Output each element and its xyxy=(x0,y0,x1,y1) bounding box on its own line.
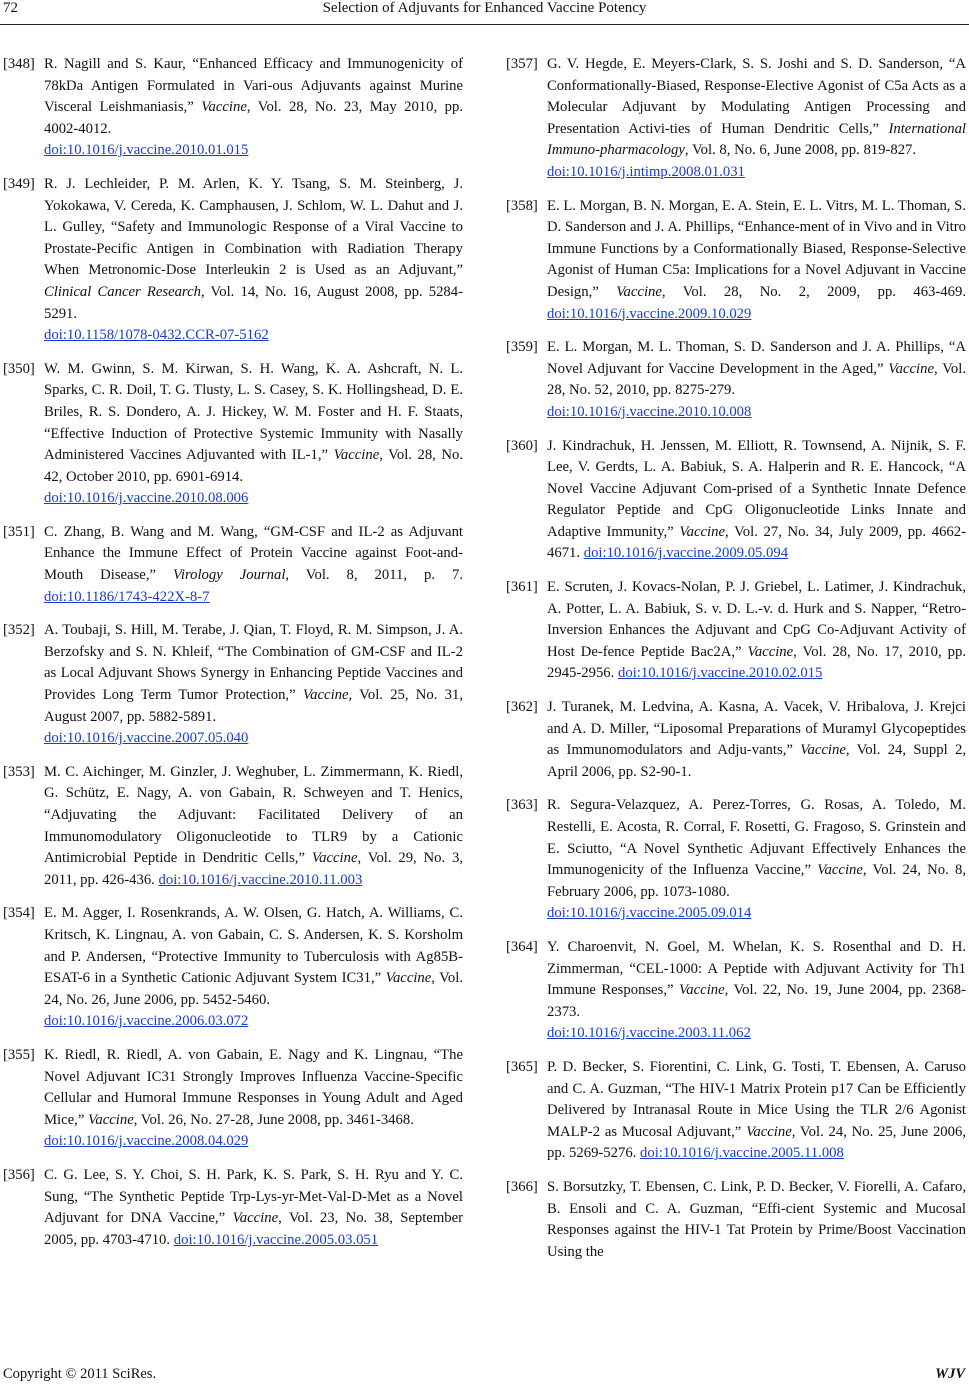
reference-details: , Vol. 8, No. 6, June 2008, pp. 819-827. xyxy=(684,142,917,159)
reference-authors-title: S. Borsutzky, T. Ebensen, C. Link, P. D. Becker, V. Fiorelli, A. Cafaro, B. Ensoli and C. A. Guzman, “Effi-cient Systemic and Mucosal Responses against the HIV-1 Tat Protein by Prime/Boost Vaccination Using the xyxy=(547,1178,966,1260)
reference-number: [354] xyxy=(3,905,35,922)
reference-authors-title: K. Riedl, R. Riedl, A. von Gabain, E. Nagy and K. Lingnau, “The Novel Adjuvant IC31 Strongly Improves Influenza Vaccine-Specific Cellular and Humoral Immune Responses in Young Adult and Aged Mice,” xyxy=(44,1046,463,1128)
reference-authors-title: G. V. Hegde, E. Meyers-Clark, S. S. Joshi and S. D. Sanderson, “A Conformationally-Biased, Response-Elective Agonist of C5a Acts as a Molecular Adjuvant by Modulating Antigen Processing and Presentation Activi-ties of Human Dendritic Cells,” xyxy=(547,56,966,137)
journal-name: Vaccine xyxy=(311,850,358,867)
journal-name: Vaccine xyxy=(678,982,725,999)
reference-text xyxy=(44,1045,463,1153)
reference-authors-title: P. D. Becker, S. Fiorentini, C. Link, G. Tosti, T. Ebensen, A. Caruso and C. A. Guzman, “The HIV-1 Matrix Protein p17 Can be Efficiently Delivered by Intranasal Route in Mice Using the TLR 2/6 Agonist MALP-2 as Mucosal Adjuvant,” xyxy=(547,1058,966,1140)
journal-name: Vaccine xyxy=(385,970,432,987)
reference-authors-title: E. L. Morgan, B. N. Morgan, E. A. Stein, E. L. Vitrs, M. L. Thoman, S. D. Sanderson and J. A. Phillips, “Enhance-ment of in Vivo and in Vitro Immune Functions by a Conformationally Biased, Response-Selective Agonist of Human C5a: Implications for a Novel Adjuvant in Vaccine Design,” xyxy=(547,197,966,300)
journal-name: Vaccine xyxy=(302,687,349,704)
reference-number: [353] xyxy=(3,763,35,780)
reference-entry xyxy=(506,196,966,326)
reference-entry xyxy=(506,436,966,566)
reference-details: , Vol. 28, No. 17, 2010, pp. 2945-2956. xyxy=(547,643,966,682)
reference-text xyxy=(547,697,966,783)
reference-entry xyxy=(506,577,966,685)
reference-text xyxy=(44,359,463,510)
reference-entry xyxy=(3,1045,463,1153)
reference-text xyxy=(44,522,463,608)
doi-link[interactable]: doi:10.1016/j.vaccine.2007.05.040 xyxy=(44,730,249,747)
reference-authors-title: R. J. Lechleider, P. M. Arlen, K. Y. Tsang, S. M. Steinberg, J. Yokokawa, V. Cereda, K. Camphausen, J. Schlom, W. L. Dahut and J. L. Gulley, “Safety and Immunologic Response of a Viral Vaccine to Prostate-Pecific Antigen in Combination with Radiation Therapy When Metronomic-Dose Interleukin 2 is Used as an Adjuvant,” xyxy=(44,175,463,279)
reference-number: [360] xyxy=(506,437,538,454)
reference-text xyxy=(44,174,463,347)
journal-name: International Immuno-pharmacology xyxy=(547,120,966,159)
reference-number: [361] xyxy=(506,579,538,596)
reference-authors-title: R. Nagill and S. Kaur, “Enhanced Efficacy and Immunogenicity of 78kDa Antigen Formulated in Vari-ous Adjuvants against Murine Visceral Leishmaniasis,” xyxy=(44,56,463,116)
reference-text xyxy=(44,762,463,892)
reference-details: , Vol. 24, No. 8, February 2006, pp. 1073-1080. xyxy=(547,862,966,900)
footer-copyright: Copyright © 2011 SciRes. xyxy=(3,1366,157,1382)
reference-number: [358] xyxy=(506,197,538,214)
reference-entry xyxy=(3,762,463,892)
reference-entry xyxy=(506,697,966,783)
doi-link[interactable]: doi:10.1016/j.vaccine.2010.10.008 xyxy=(547,403,752,420)
reference-authors-title: C. Zhang, B. Wang and M. Wang, “GM-CSF and IL-2 as Adjuvant Enhance the Immune Effect of Protein Vaccine against Foot-and-Mouth Disease,” xyxy=(44,523,463,584)
reference-details: , Vol. 23, No. 38, September 2005, pp. 4703-4710. xyxy=(44,1210,464,1248)
reference-details: , Vol. 24, Suppl 2, April 2006, pp. S2-90-1. xyxy=(547,742,966,780)
reference-authors-title: R. Segura-Velazquez, A. Perez-Torres, G. Rosas, A. Toledo, M. Restelli, E. Acosta, R. Corral, F. Rosetti, G. Fragoso, S. Grinstein and E. Sciutto, “A Novel Synthetic Adjuvant Effectively Enhances the Immunogenicity of the Influenza Vaccine,” xyxy=(547,797,966,879)
reference-number: [359] xyxy=(506,339,538,356)
reference-entry xyxy=(3,522,463,608)
reference-entry xyxy=(3,903,463,1033)
reference-authors-title: J. Turanek, M. Ledvina, A. Kasna, A. Vacek, V. Hribalova, J. Krejci and A. D. Miller, “Liposomal Preparations of Muramyl Glycopeptides as Immunomodulators and Adju-vants,” xyxy=(547,699,966,759)
reference-details: , Vol. 8, 2011, p. 7. xyxy=(285,567,464,584)
doi-link[interactable]: doi:10.1016/j.vaccine.2009.05.094 xyxy=(583,545,789,562)
reference-entry xyxy=(3,359,463,510)
journal-name: Vaccine xyxy=(232,1210,279,1227)
reference-entry xyxy=(3,174,463,347)
journal-name: Vaccine xyxy=(747,643,794,660)
reference-text xyxy=(44,903,463,1033)
reference-details: , Vol. 14, No. 16, August 2008, pp. 5284-5291. xyxy=(44,283,463,322)
reference-authors-title: C. G. Lee, S. Y. Choi, S. H. Park, K. S. Park, S. H. Ryu and Y. C. Sung, “The Synthetic Peptide Trp-Lys-yr-Met-Val-D-Met as a Novel Adjuvant for DNA Vaccine,” xyxy=(44,1166,463,1227)
reference-details: , Vol. 22, No. 19, June 2004, pp. 2368-2373. xyxy=(547,982,967,1020)
doi-link[interactable]: doi:10.1016/j.vaccine.2010.08.006 xyxy=(44,490,249,507)
reference-text xyxy=(44,620,463,750)
reference-text xyxy=(547,1057,966,1165)
journal-name: Vaccine xyxy=(201,99,247,116)
reference-number: [366] xyxy=(506,1178,538,1195)
reference-details: , Vol. 27, No. 34, July 2009, pp. 4662-4671. xyxy=(547,523,966,562)
reference-number: [351] xyxy=(3,523,35,540)
journal-name: Clinical Cancer Research xyxy=(44,283,201,300)
reference-number: [356] xyxy=(3,1166,35,1183)
doi-link[interactable]: doi:10.1186/1743-422X-8-7 xyxy=(44,588,210,605)
reference-text xyxy=(547,337,966,423)
running-title: Selection of Adjuvants for Enhanced Vaccine Potency xyxy=(322,0,647,16)
reference-number: [350] xyxy=(3,360,35,377)
reference-number: [362] xyxy=(506,699,538,716)
reference-entry xyxy=(506,937,966,1045)
doi-link[interactable]: doi:10.1016/j.vaccine.2005.11.008 xyxy=(640,1145,844,1162)
doi-link[interactable]: doi:10.1016/j.vaccine.2005.09.014 xyxy=(547,905,752,922)
reference-details: , Vol. 28, No. 2, 2009, pp. 463-469. xyxy=(661,283,966,300)
reference-authors-title: E. L. Morgan, M. L. Thoman, S. D. Sanderson and J. A. Phillips, “A Novel Adjuvant for Vaccine Development in the Aged,” xyxy=(547,339,966,377)
reference-text xyxy=(44,54,463,162)
journal-name: Vaccine xyxy=(746,1123,792,1140)
doi-link[interactable]: doi:10.1016/j.vaccine.2010.01.015 xyxy=(44,142,249,159)
reference-details: , Vol. 24, No. 26, June 2006, pp. 5452-5460. xyxy=(44,970,463,1008)
doi-link[interactable]: doi:10.1016/j.vaccine.2006.03.072 xyxy=(44,1013,249,1030)
journal-name: Vaccine xyxy=(616,283,662,300)
reference-entry xyxy=(506,1177,966,1263)
journal-name: Vaccine xyxy=(679,523,725,540)
reference-entry xyxy=(3,1165,463,1251)
reference-number: [355] xyxy=(3,1046,35,1063)
left-column xyxy=(3,54,463,1263)
journal-name: Vaccine xyxy=(817,862,863,879)
journal-name: Virology Journal xyxy=(172,567,286,584)
reference-text xyxy=(547,937,966,1045)
journal-name: Vaccine xyxy=(888,360,934,377)
reference-entry xyxy=(3,54,463,162)
reference-entry xyxy=(506,54,966,184)
doi-link[interactable]: doi:10.1016/j.vaccine.2008.04.029 xyxy=(44,1133,249,1150)
doi-link[interactable]: doi:10.1016/j.vaccine.2003.11.062 xyxy=(547,1025,751,1042)
doi-link[interactable]: doi:10.1016/j.vaccine.2005.03.051 xyxy=(173,1231,379,1248)
reference-number: [357] xyxy=(506,56,538,72)
reference-details: , Vol. 26, No. 27-28, June 2008, pp. 3461-3468. xyxy=(133,1111,414,1128)
journal-name: Vaccine xyxy=(88,1111,134,1128)
doi-link[interactable]: doi:10.1016/j.vaccine.2009.10.029 xyxy=(547,305,752,322)
reference-number: [364] xyxy=(506,938,538,955)
reference-authors-title: M. C. Aichinger, M. Ginzler, J. Weghuber, L. Zimmermann, K. Riedl, G. Schütz, E. Nagy, A. von Gabain, R. Schweyen and T. Henics, “Adjuvating the Adjuvant: Facilitated Delivery of an Immunomodulatory Oligonucleotide to TLR9 by a Cationic Antimicrobial Peptide in Dendritic Cells,” xyxy=(44,763,463,867)
doi-link[interactable]: doi:10.1016/j.vaccine.2010.02.015 xyxy=(618,665,823,682)
reference-number: [348] xyxy=(3,56,35,72)
reference-authors-title: W. M. Gwinn, S. M. Kirwan, S. H. Wang, K. A. Ashcraft, N. L. Sparks, C. R. Doil, T. G. Tlusty, L. S. Casey, S. K. Hollingshead, D. E. Briles, R. S. Dondero, A. J. Hickey, W. M. Foster and H. F. Staats, “Effective Induction of Protective Systemic Immunity with Nasally Administered Vaccines Adjuvanted with IL-1,” xyxy=(44,360,463,464)
doi-link[interactable]: doi:10.1158/1078-0432.CCR-07-5162 xyxy=(44,327,269,344)
footer-journal: WJV xyxy=(935,1366,965,1382)
reference-details: , Vol. 24, No. 25, June 2006, pp. 5269-5276. xyxy=(547,1123,966,1162)
reference-number: [349] xyxy=(3,175,35,192)
reference-text xyxy=(547,1177,966,1263)
reference-text xyxy=(44,1165,463,1251)
reference-number: [363] xyxy=(506,797,538,814)
reference-authors-title: J. Kindrachuk, H. Jenssen, M. Elliott, R. Townsend, A. Nijnik, S. F. Lee, V. Gerdts, L. A. Babiuk, S. A. Halperin and R. E. Hancock, “A Novel Vaccine Adjuvant Com-prised of a Synthetic Innate Defence Regulator Peptide and CpG Oligonucleotide Links Innate and Adaptive Immunity,” xyxy=(547,437,966,540)
reference-details: , Vol. 25, No. 31, August 2007, pp. 5882-5891. xyxy=(44,687,463,725)
header-rule xyxy=(0,24,969,25)
doi-link[interactable]: doi:10.1016/j.vaccine.2010.11.003 xyxy=(158,871,363,888)
reference-text xyxy=(547,795,966,925)
journal-name: Vaccine xyxy=(333,447,380,464)
reference-entry xyxy=(506,337,966,423)
reference-text xyxy=(547,436,966,566)
reference-details: , Vol. 28, No. 52, 2010, pp. 8275-279. xyxy=(547,360,966,399)
reference-details: , Vol. 28, No. 42, October 2010, pp. 6901-6914. xyxy=(44,447,463,485)
journal-name: Vaccine xyxy=(800,742,846,759)
reference-details: , Vol. 29, No. 3, 2011, pp. 426-436. xyxy=(44,850,463,888)
reference-details: , Vol. 28, No. 23, May 2010, pp. 4002-4012. xyxy=(44,99,463,137)
reference-number: [365] xyxy=(506,1058,538,1075)
reference-authors-title: Y. Charoenvit, N. Goel, M. Whelan, K. S. Rosenthal and D. H. Zimmerman, “CEL-1000: A Peptide with Adjuvant Activity for Th1 Immune Responses,” xyxy=(547,938,966,999)
reference-entry xyxy=(3,620,463,750)
page-number: 72 xyxy=(3,0,18,16)
right-column xyxy=(506,54,966,1275)
reference-authors-title: E. Scruten, J. Kovacs-Nolan, P. J. Griebel, L. Latimer, J. Kindrachuk, A. Potter, L. A. Babiuk, S. v. D. L.-v. d. Hurk and S. Napper, “Retro-Inversion Enhances the Adjuvant and CpG Co-Adjuvant Activity of Host De-fence Peptide Bac2A,” xyxy=(547,579,966,660)
reference-authors-title: A. Toubaji, S. Hill, M. Terabe, J. Qian, T. Floyd, R. M. Simpson, J. A. Berzofsky and S. N. Khleif, “The Combination of GM-CSF and IL-2 as Local Adjuvant Shows Synergy in Enhancing Peptide Vaccines and Provides Long Term Tumor Protection,” xyxy=(44,622,463,704)
reference-text xyxy=(547,54,966,184)
reference-text xyxy=(547,577,966,685)
reference-text xyxy=(547,196,966,326)
reference-number: [352] xyxy=(3,622,35,639)
reference-entry xyxy=(506,1057,966,1165)
reference-entry xyxy=(506,795,966,925)
doi-link[interactable]: doi:10.1016/j.intimp.2008.01.031 xyxy=(547,163,745,180)
reference-authors-title: E. M. Agger, I. Rosenkrands, A. W. Olsen, G. Hatch, A. Williams, C. Kritsch, K. Lingnau, A. von Gabain, C. S. Andersen, K. S. Korsholm and P. Andersen, “Protective Immunity to Tuberculosis with Ag85B-ESAT-6 in a Synthetic Cationic Adjuvant System IC31,” xyxy=(44,905,463,987)
